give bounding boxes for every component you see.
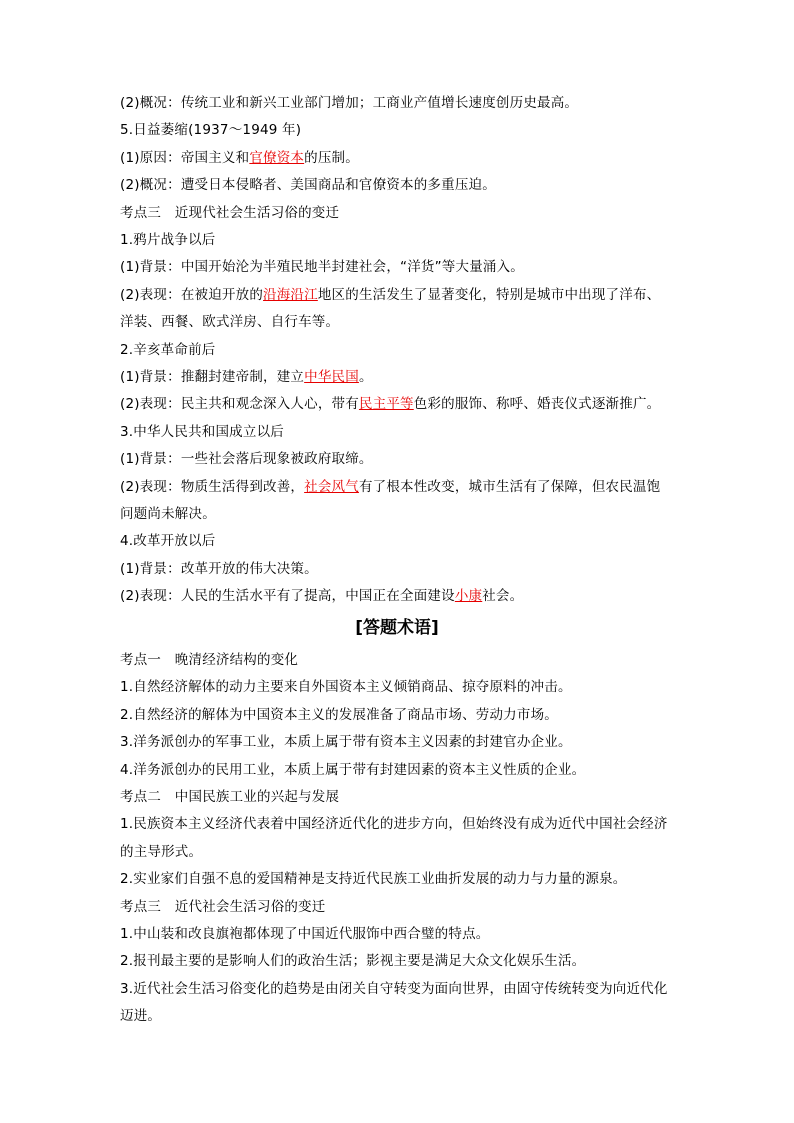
text-segment: (2)概况：传统工业和新兴工业部门增加；工商业产值增长速度创历史最高。 <box>120 95 579 111</box>
text-line <box>120 651 298 669</box>
text-segment: 的主导形式。 <box>120 843 203 860</box>
text-line <box>120 587 523 605</box>
text-segment: 的压制。 <box>304 149 359 166</box>
text-line <box>120 870 626 888</box>
text-segment: (2)表现：物质生活得到改善， <box>120 478 305 495</box>
text-line <box>120 532 215 550</box>
text-segment: 问题尚未解决。 <box>120 506 216 522</box>
text-segment: (1)背景：改革开放的伟大决策。 <box>120 560 318 577</box>
text-segment: 考点一 晚清经济结构的变化 <box>120 652 299 668</box>
text-segment: (1)背景：中国开始沦为半殖民地半封建社会，“洋货”等大量涌入。 <box>120 259 525 276</box>
text-line <box>120 149 359 167</box>
text-segment: 洋装、西餐、欧式洋房、自行车等。 <box>120 314 340 331</box>
text-line <box>120 925 489 943</box>
text-line <box>120 843 202 861</box>
text-line <box>120 121 301 139</box>
text-segment: 2.报刊最主要的是影响人们的政治生活；影视主要是满足大众文化娱乐生活。 <box>120 953 586 970</box>
text-line <box>120 204 339 222</box>
text-line <box>120 450 373 468</box>
text-segment: (2)表现：人民的生活水平有了提高，中国正在全面建设 <box>120 588 455 605</box>
text-line <box>120 952 585 970</box>
text-segment: 迈进。 <box>120 1008 162 1025</box>
text-segment: 考点三 近现代社会生活习俗的变迁 <box>120 204 340 221</box>
text-segment: 2.辛亥革命前后 <box>120 341 216 358</box>
text-segment: 4.改革开放以后 <box>120 533 216 550</box>
text-line <box>120 505 216 523</box>
text-segment: 2.自然经济的解体为中国资本主义的发展准备了商品市场、劳动力市场。 <box>120 706 558 723</box>
text-segment: 3.近代社会生活习俗变化的趋势是由闭关自守转变为面向世界，由固守传统转变为向近代化 <box>120 980 668 997</box>
highlight-keyword: 小康 <box>454 588 483 605</box>
text-line <box>120 706 558 724</box>
text-line <box>120 423 284 441</box>
text-segment: (2)概况：遭受日本侵略者、美国商品和官僚资本的多重压迫。 <box>120 177 496 194</box>
text-line <box>120 395 660 413</box>
text-segment: 考点三 近代社会生活习俗的变迁 <box>120 898 326 915</box>
text-line <box>120 1007 161 1025</box>
text-line <box>120 761 585 779</box>
text-line <box>120 788 339 806</box>
text-line <box>120 313 339 331</box>
text-segment: (1)原因：帝国主义和 <box>120 149 250 166</box>
text-segment: 社会。 <box>482 588 524 605</box>
text-line <box>120 678 572 696</box>
text-segment: 3.中华人民共和国成立以后 <box>120 423 284 440</box>
text-segment: 5.日益萎缩(1937～1949 年) <box>120 122 302 139</box>
text-segment: 。 <box>358 369 373 385</box>
text-segment: 有了根本性改变，城市生活有了保障，但农民温饱 <box>358 478 661 495</box>
text-segment: 色彩的服饰、称呼、婚丧仪式逐渐推广。 <box>413 396 661 413</box>
text-line <box>120 286 660 304</box>
text-line <box>120 980 668 998</box>
text-line <box>120 368 373 386</box>
text-segment: 考点二 中国民族工业的兴起与发展 <box>120 789 340 805</box>
text-line <box>120 341 215 359</box>
text-segment: 地区的生活发生了显著变化，特别是城市中出现了洋布、 <box>317 286 661 303</box>
section-heading: [答题术语] <box>355 618 439 638</box>
text-line <box>120 478 660 496</box>
text-line <box>120 94 578 112</box>
text-segment: 1.民族资本主义经济代表着中国经济近代化的进步方向，但始终没有成为近代中国社会经济 <box>120 816 668 833</box>
text-segment: 3.洋务派创办的军事工业，本质上属于带有资本主义因素的封建官办企业。 <box>120 734 572 751</box>
text-segment: 1.自然经济解体的动力主要来自外国资本主义倾销商品、掠夺原料的冲击。 <box>120 679 572 696</box>
highlight-keyword: 沿海沿江 <box>263 286 318 303</box>
text-segment: (2)表现：民主共和观念深入人心，带有 <box>120 396 359 413</box>
text-segment: 2.实业家们自强不息的爱国精神是支持近代民族工业曲折发展的动力与力量的源泉。 <box>120 871 627 888</box>
text-segment: (1)背景：一些社会落后现象被政府取缔。 <box>120 451 373 468</box>
highlight-keyword: 中华民国 <box>304 369 359 385</box>
highlight-keyword: 民主平等 <box>358 396 414 413</box>
text-line <box>120 231 215 249</box>
text-segment: (2)表现：在被迫开放的 <box>120 286 264 303</box>
text-line <box>120 733 572 751</box>
text-line <box>120 258 524 276</box>
text-line <box>120 815 668 833</box>
text-segment: (1)背景：推翻封建帝制，建立 <box>120 369 305 385</box>
text-line <box>120 560 318 578</box>
text-segment: 4.洋务派创办的民用工业，本质上属于带有封建因素的资本主义性质的企业。 <box>120 761 586 778</box>
highlight-keyword: 社会风气 <box>304 478 359 495</box>
text-line <box>120 176 496 194</box>
text-segment: 1.鸦片战争以后 <box>120 232 216 248</box>
text-line <box>120 898 326 916</box>
text-segment: 1.中山装和改良旗袍都体现了中国近代服饰中西合璧的特点。 <box>120 926 490 942</box>
highlight-keyword: 官僚资本 <box>249 149 305 166</box>
